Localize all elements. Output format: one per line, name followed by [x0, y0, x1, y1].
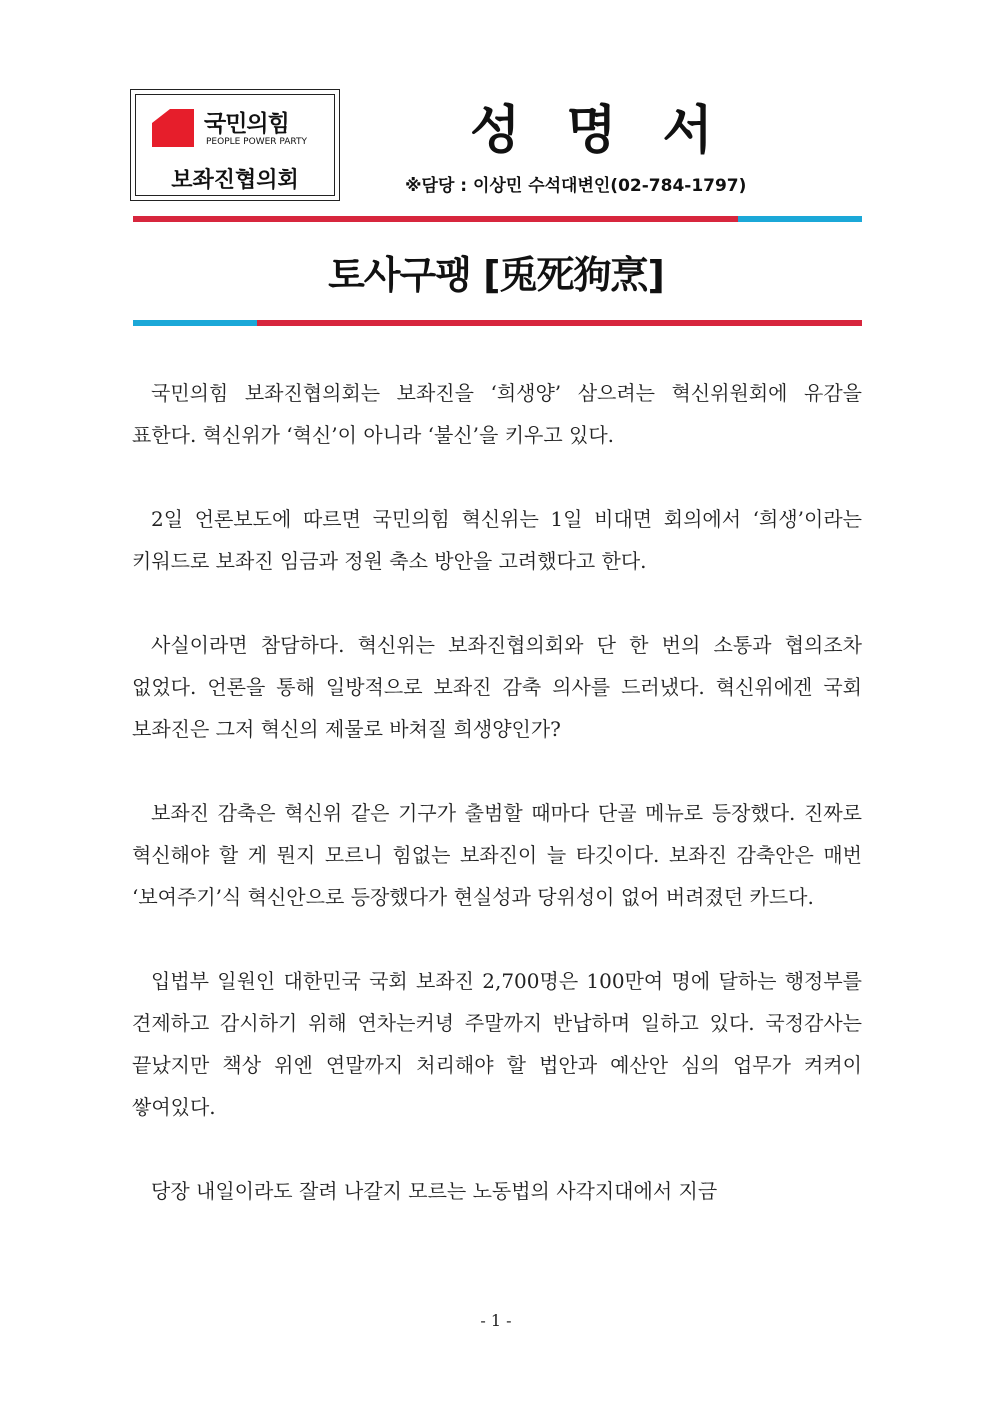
top-blue-bar — [738, 216, 862, 222]
party-english-name: PEOPLE POWER PARTY — [206, 137, 307, 147]
paragraph-3: 사실이라면 참담하다. 혁신위는 보좌진협의회와 단 한 번의 소통과 협의조차 없었다. 언론을 통해 일방적으로 보좌진 감축 의사를 드러냈다. 혁신위에겐 국회 보좌진은 그저 혁신의 제물로 바쳐질 희생양인가? — [132, 633, 862, 741]
organization-name: 보좌진협의회 — [171, 168, 299, 193]
party-logo-box — [130, 89, 340, 201]
paragraph-2: 2일 언론보도에 따르면 국민의힘 혁신위는 1일 비대면 회의에서 ‘희생’이라는 키워드로 보좌진 임금과 정원 축소 방안을 고려했다고 한다. — [132, 507, 862, 573]
contact-info: ※담당 : 이상민 수석대변인(02-784-1797) — [405, 176, 747, 196]
headline: 토사구팽 [兎死狗烹] — [328, 253, 664, 297]
bottom-blue-bar — [133, 320, 257, 326]
paragraph-5: 입법부 일원인 대한민국 국회 보좌진 2,700명은 100만여 명에 달하는 행정부를 견제하고 감시하기 위해 연차는커녕 주말까지 반납하며 일하고 있다. 국정감사는 끝났지만 책상 위엔 연말까지 처리해야 할 법안과 예산안 심의 업무가 켜켜이 쌓여있다. — [132, 969, 862, 1119]
document-title: 성명서 — [470, 101, 759, 161]
page-number: - 1 - — [480, 1311, 512, 1330]
paragraph-4: 보좌진 감축은 혁신위 같은 기구가 출범할 때마다 단골 메뉴로 등장했다. 진짜로 혁신해야 할 게 뭔지 모르니 힘없는 보좌진이 늘 타깃이다. 보좌진 감축안은 매번 ‘보여주기’식 혁신안으로 등장했다가 현실성과 당위성이 없어 버려졌던 카드다. — [132, 801, 862, 909]
logo-inner-frame — [135, 94, 335, 196]
statement-body — [132, 372, 862, 1254]
party-name: 국민의힘 — [204, 111, 289, 137]
paragraph-1: 국민의힘 보좌진협의회는 보좌진을 ‘희생양’ 삼으려는 혁신위원회에 유감을 표한다. 혁신위가 ‘혁신’이 아니라 ‘불신’을 키우고 있다. — [132, 381, 862, 447]
bottom-red-bar — [257, 320, 862, 326]
party-logo-icon — [148, 105, 198, 151]
paragraph-6: 당장 내일이라도 잘려 나갈지 모르는 노동법의 사각지대에서 지금 — [151, 1179, 718, 1203]
top-red-bar — [133, 216, 738, 222]
